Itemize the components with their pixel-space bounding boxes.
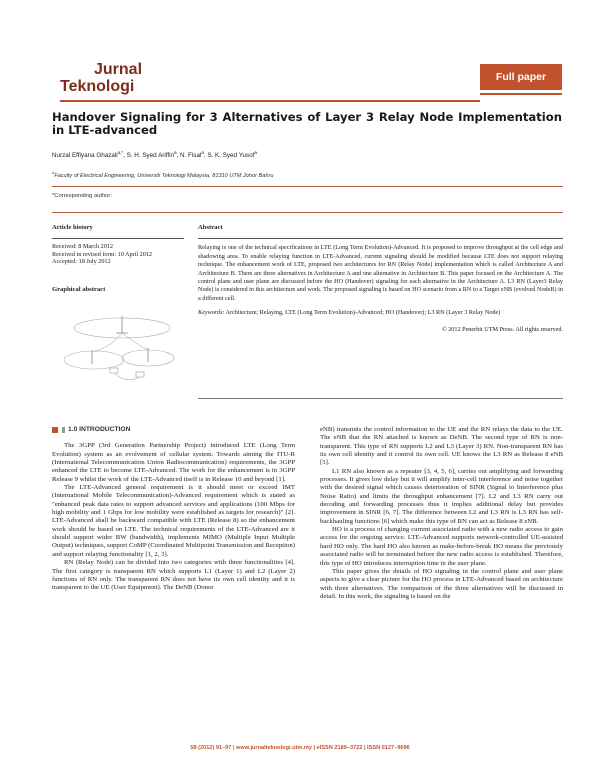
full-paper-badge: Full paper — [480, 64, 562, 90]
received-date: Received: 8 March 2012 — [52, 242, 113, 250]
header-divider — [52, 212, 563, 213]
author-name: N. Fisal — [180, 152, 202, 159]
section-title: 1.0 INTRODUCTION — [68, 426, 131, 433]
author-name: S. K. Syed Yusof — [207, 152, 255, 159]
affiliation-divider — [52, 186, 563, 187]
affiliation-text: Faculty of Electrical Engineering, Universiti Teknologi Malaysia, 81310 UTM Johor Bahru — [54, 173, 274, 179]
accepted-date: Accepted: 18 July 2012 — [52, 258, 111, 266]
paragraph: The LTE-Advanced general requirement is it should meet or exceed IMT (International Mobile Telecommunication)-Advanced requirement which is stated as "enhanced peak data rates to support advanced services and applications (100 Mbps for high mobility and 1 Gbps for low mobility were established as targets for research)" [2]. LTE-Advanced shall be backward compatible with LTE (Release 8) so the enhancement work should be based on LTE. The technical requirements of the LTE-Advanced are it should support wider BW (bandwidth), implements MIMO (Multiple Input Multiple Output) techniques, support CoMP (Coordinated Multipoint Transmission and Reception) and support relaying functionality [1, 2, 3]. — [52, 484, 295, 558]
author-list: Nurzal Effiyana Ghazali$^{a,*}$, S. H. Syed Ariffin$^a$, N. Fisal$^a$, S. K. Syed Yusof$^a$ — [52, 149, 257, 159]
right-column — [320, 426, 563, 601]
author-name: Nurzal Effiyana Ghazali — [52, 152, 118, 159]
left-column — [52, 426, 295, 593]
affiliation-mark: a — [52, 170, 55, 176]
author-mark: a — [174, 149, 177, 155]
keywords-label: Keywords — [198, 309, 223, 317]
badge-underline — [480, 93, 562, 95]
journal-name-line1: Jurnal — [94, 61, 143, 78]
article-history — [52, 224, 184, 266]
abstract-block — [198, 224, 563, 334]
graphical-abstract-figure — [52, 298, 188, 398]
abstract-heading: Abstract — [198, 224, 223, 231]
journal-logo — [60, 61, 142, 95]
paragraph: HO is a process of changing current associated radio with a new radio access to gain access for the ongoing service. LTE-Advanced supports network-controlled UE-assisted hard HO only. The hard HO also known as make-before-break HO means the previously associated radio will be terminated before the new radio access is established. Therefore, this type of HO introduces interruption time in the user plane. — [320, 526, 563, 567]
journal-name-line2: Teknologi — [60, 78, 135, 95]
keywords-text: : Architecture; Relaying, LTE (Long Term Evolution)-Advanced; HO (Handover); L3 RN (Layer 3 Relay Node) — [222, 309, 501, 317]
header-rule — [60, 100, 480, 102]
abstract-text: Relaying is one of the technical specifications in LTE (Long Term Evolution)-Advanced. It is proposed to improve throughput at the cell edge and shadowing area. To enable relaying function in LTE-Advanced, current signaling should be modified because LTE does not support relaying technique. The enhancement work of LTE, proposed two architectures for RN (Relay Node) implementation which is called Architecture A and Architecture B. There are three alternatives in Architecture A and one alternative in Architecture B. This paper focused on the Architecture A. The control plane and user plane are discussed before the HO (Handover) signaling for each alternative in the Architecture A. L3 RN (Layer3 Relay Node) is considered in this architecture and work. The proposed signaling is based on HO scenario from a RN to a Target eNB (evolved NodeB) in a different cell. — [198, 244, 563, 302]
paper-title: Handover Signaling for 3 Alternatives of Layer 3 Relay Node Implementation in LTE-advanced — [52, 110, 562, 137]
author-name: S. H. Syed Ariffin — [126, 152, 175, 159]
corresponding-author: *Corresponding author: — [52, 193, 112, 199]
section-heading — [52, 426, 295, 434]
author-mark: a — [201, 149, 204, 155]
paragraph: L1 RN also known as a repeater [3, 4, 5, 6], carries out amplifying and forwarding processes. It gives low delay but it will amplify inter-cell interference and noise together with the desired signal which causes deterioration of SINR (Signal to Interference plus Noise Ratio) and limits the throughput enhancement [7]. L2 and L3 RN carry out decoding and forwarding processes thus it implies additional delay but provides improvement in SINR [6, 7]. The difference between L2 and L3 RN is L3 RN has self-backhauling functions [6] which make this type of RN can act as Release 8 eNB. — [320, 467, 563, 525]
keywords — [198, 309, 563, 317]
author-mark: a,* — [117, 149, 124, 155]
paragraph: This paper gives the details of HO signaling in the control plane and user plane aspects to give a clear picture for the HO process in LTE-Advanced based on architecture with three alternatives. The comparison of the three alternatives will be discussed in detail. In this work, the signaling is based on the — [320, 567, 563, 600]
graphical-abstract-heading: Graphical abstract — [52, 286, 106, 293]
revised-date: Received in revised form: 10 April 2012 — [52, 250, 153, 258]
paragraph: eNB) transmits the control information to the UE and the RN relays the data to the UE. The eNB that the RN attached is known as DeNB. The second type of RN is non-transparent. This type of RN supports L2 and L3 (Layer 3) RN. Non-transparent RN has its own cell identity and it control its own cell. UE knows the L3 RN as Release 8 eNB [5]. — [320, 426, 563, 467]
paragraph: The 3GPP (3rd Generation Partnership Project) introduced LTE (Long Term Evolution) system as an evolvement of cellular system. Towards aiming the ITU-R (International Telecommunication Union Radiocommunication) requirements, the 3GPP enhanced the LTE to become LTE-Advanced. The work for the enhancement is in 3GPP Release 9 whilst the work of the LTE-Advanced itself is in Release 10 and beyond [1]. — [52, 442, 295, 483]
copyright: © 2012 Penerbit UTM Press. All rights reserved. — [441, 325, 563, 333]
section-marker-secondary — [62, 427, 65, 433]
article-history-heading: Article history — [52, 224, 93, 231]
affiliation — [52, 170, 274, 179]
author-mark: a — [254, 149, 257, 155]
paragraph: RN (Relay Node) can be divided into two categories with three functionalities [4]. The first category is transparent RN which supports L1 (Layer 1) and L2 (Layer 2) functions of RN only. The transparent RN does not have its own cell identity and it is transparent to the UE (User Equipment). The DeNB (Donor — [52, 559, 295, 592]
abstract-rule — [198, 238, 563, 239]
abstract-bottom-rule — [198, 398, 563, 399]
page-footer: 58 (2012) 91–97 | www.jurnalteknologi.utm.my | eISSN 2180–3722 | ISSN 0127–9696 — [190, 745, 410, 751]
sidebar-rule — [52, 238, 184, 239]
section-marker — [52, 427, 58, 433]
